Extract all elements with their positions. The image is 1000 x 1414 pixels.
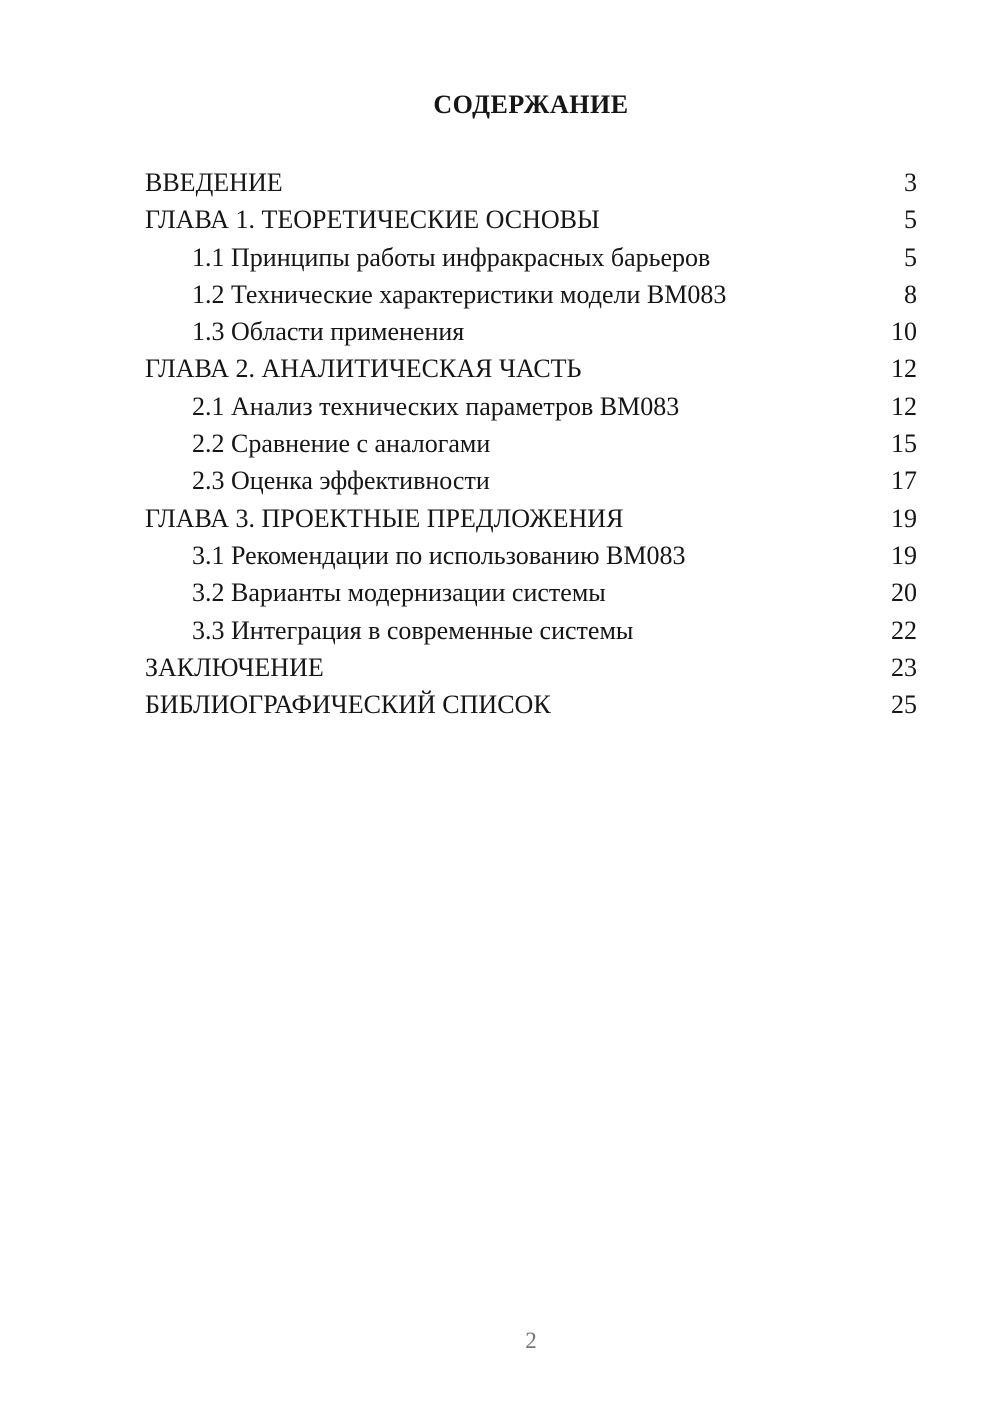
toc-row bbox=[145, 276, 917, 313]
toc-row bbox=[145, 500, 917, 537]
toc-entry-label: 2.1 Анализ технических параметров ВМ083 bbox=[192, 391, 680, 421]
toc-entry-page: 17 bbox=[891, 466, 917, 496]
page-title: СОДЕРЖАНИЕ bbox=[433, 90, 629, 119]
toc-entry-label: 1.1 Принципы работы инфракрасных барьеров bbox=[192, 242, 711, 272]
toc-entry-label: 3.3 Интеграция в современные системы bbox=[192, 615, 634, 645]
toc-entry-label: ГЛАВА 3. ПРОЕКТНЫЕ ПРЕДЛОЖЕНИЯ bbox=[145, 503, 624, 533]
toc-row bbox=[145, 201, 917, 238]
toc-entry-label: ЗАКЛЮЧЕНИЕ bbox=[145, 652, 324, 682]
toc-entry-page: 12 bbox=[891, 391, 917, 421]
toc-entry-label: ГЛАВА 1. ТЕОРЕТИЧЕСКИЕ ОСНОВЫ bbox=[145, 205, 600, 235]
toc-entry-page: 10 bbox=[891, 317, 917, 347]
toc-entry-page: 19 bbox=[891, 540, 917, 570]
toc-entry-page: 25 bbox=[891, 690, 917, 720]
toc-entry-label: 2.2 Сравнение с аналогами bbox=[192, 429, 491, 459]
toc-entry-page: 8 bbox=[904, 279, 917, 309]
toc-entry-label: 1.3 Области применения bbox=[192, 317, 465, 347]
toc-entry-page: 20 bbox=[891, 578, 917, 608]
toc-entry-page: 22 bbox=[891, 615, 917, 645]
toc-row bbox=[145, 462, 917, 499]
toc-row bbox=[145, 350, 917, 387]
toc-row bbox=[145, 239, 917, 276]
toc-entry-page: 23 bbox=[891, 652, 917, 682]
toc-entry-label: 3.1 Рекомендации по использованию ВМ083 bbox=[192, 540, 686, 570]
toc-entry-page: 12 bbox=[891, 354, 917, 384]
toc-entry-page: 5 bbox=[904, 205, 917, 235]
toc-entry-label: 1.2 Технические характеристики модели ВМ083 bbox=[192, 279, 727, 309]
toc-row bbox=[145, 164, 917, 201]
toc-entry-label: ВВЕДЕНИЕ bbox=[145, 168, 283, 197]
toc-row bbox=[145, 649, 917, 686]
toc-row bbox=[145, 574, 917, 611]
page-number: 2 bbox=[525, 1328, 537, 1353]
toc-row bbox=[145, 313, 917, 350]
toc-row bbox=[145, 388, 917, 425]
toc-entry-page: 3 bbox=[904, 168, 917, 197]
toc-entry-label: ГЛАВА 2. АНАЛИТИЧЕСКАЯ ЧАСТЬ bbox=[145, 354, 582, 384]
toc-entry-page: 19 bbox=[891, 503, 917, 533]
toc-entry-label: 2.3 Оценка эффективности bbox=[192, 466, 490, 496]
toc-entry-label: БИБЛИОГРАФИЧЕСКИЙ СПИСОК bbox=[145, 690, 551, 720]
toc-entry-page: 15 bbox=[891, 429, 917, 459]
toc-entry-label: 3.2 Варианты модернизации системы bbox=[192, 578, 606, 608]
toc-row bbox=[145, 425, 917, 462]
toc-row bbox=[145, 686, 917, 723]
toc-entry-page: 5 bbox=[904, 242, 917, 272]
toc-row bbox=[145, 612, 917, 649]
toc-row bbox=[145, 537, 917, 574]
table-of-contents bbox=[145, 164, 917, 723]
